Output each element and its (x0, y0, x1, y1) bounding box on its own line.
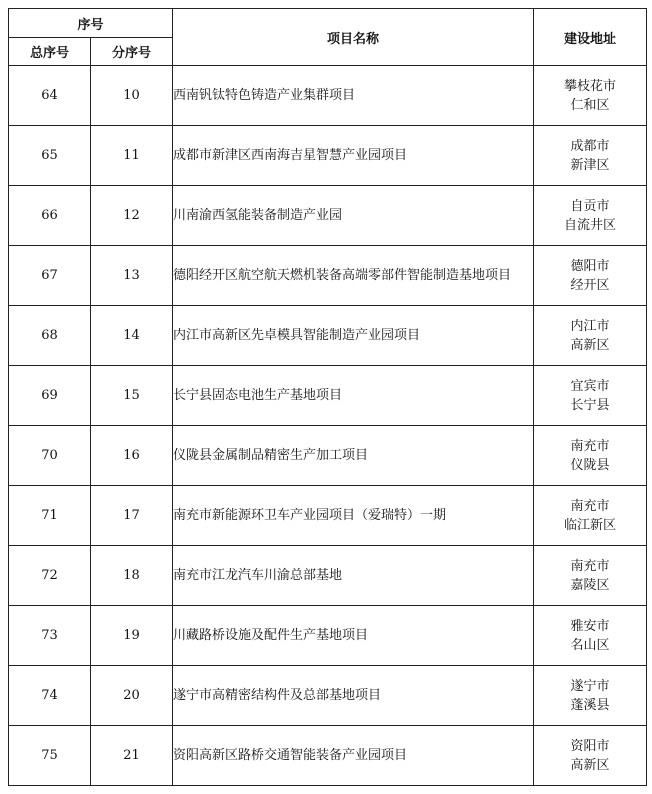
project-name-header: 项目名称 (173, 9, 534, 66)
sub-seq-cell: 21 (91, 726, 173, 786)
project-table (8, 8, 647, 786)
total-seq-cell: 64 (9, 66, 91, 126)
location-city: 南充市 (570, 498, 610, 514)
location-city: 德阳市 (570, 258, 610, 274)
sub-seq-cell: 19 (91, 606, 173, 666)
total-seq-cell: 72 (9, 546, 91, 606)
total-seq-cell: 70 (9, 426, 91, 486)
total-seq-cell: 68 (9, 306, 91, 366)
project-name-cell: 川南渝西氢能装备制造产业园 (173, 186, 534, 246)
sub-seq-cell: 16 (91, 426, 173, 486)
table-row (9, 606, 647, 666)
project-name-cell: 资阳高新区路桥交通智能装备产业园项目 (173, 726, 534, 786)
project-name-cell: 南充市江龙汽车川渝总部基地 (173, 546, 534, 606)
project-name-cell: 川藏路桥设施及配件生产基地项目 (173, 606, 534, 666)
location-city: 资阳市 (570, 738, 610, 754)
location-cell (534, 246, 647, 306)
table-row (9, 666, 647, 726)
location-district: 名山区 (570, 637, 610, 653)
total-seq-cell: 65 (9, 126, 91, 186)
sub-seq-cell: 11 (91, 126, 173, 186)
sub-seq-cell: 18 (91, 546, 173, 606)
project-name-cell: 仪陇县金属制品精密生产加工项目 (173, 426, 534, 486)
project-name-cell: 南充市新能源环卫车产业园项目（爱瑞特）一期 (173, 486, 534, 546)
total-seq-cell: 75 (9, 726, 91, 786)
table-row (9, 126, 647, 186)
location-cell (534, 726, 647, 786)
project-name-cell: 成都市新津区西南海吉星智慧产业园项目 (173, 126, 534, 186)
location-district: 高新区 (570, 337, 610, 353)
table-row (9, 66, 647, 126)
project-name-cell: 遂宁市高精密结构件及总部基地项目 (173, 666, 534, 726)
total-seq-cell: 69 (9, 366, 91, 426)
location-cell (534, 606, 647, 666)
location-district: 仪陇县 (570, 457, 610, 473)
table-row (9, 726, 647, 786)
table-row (9, 546, 647, 606)
location-header: 建设地址 (534, 9, 647, 66)
total-seq-cell: 74 (9, 666, 91, 726)
sub-seq-cell: 12 (91, 186, 173, 246)
location-cell (534, 486, 647, 546)
location-city: 自贡市 (570, 198, 610, 214)
location-district: 高新区 (570, 757, 610, 773)
location-district: 自流井区 (564, 217, 617, 233)
sub-seq-cell: 13 (91, 246, 173, 306)
total-seq-cell: 73 (9, 606, 91, 666)
project-name-cell: 德阳经开区航空航天燃机装备高端零部件智能制造基地项目 (173, 246, 534, 306)
location-city: 宜宾市 (570, 378, 610, 394)
table-row (9, 246, 647, 306)
location-city: 内江市 (570, 318, 610, 334)
location-cell (534, 426, 647, 486)
seq-group-header: 序号 (9, 9, 173, 38)
location-district: 临江新区 (564, 517, 617, 533)
location-cell (534, 366, 647, 426)
location-district: 蓬溪县 (570, 697, 610, 713)
table-row (9, 306, 647, 366)
project-name-cell: 西南钒钛特色铸造产业集群项目 (173, 66, 534, 126)
project-name-cell: 内江市高新区先卓模具智能制造产业园项目 (173, 306, 534, 366)
total-seq-header: 总序号 (9, 38, 91, 66)
location-city: 南充市 (570, 438, 610, 454)
total-seq-cell: 66 (9, 186, 91, 246)
table-row (9, 366, 647, 426)
location-district: 仁和区 (570, 97, 610, 113)
location-cell (534, 306, 647, 366)
location-city: 成都市 (570, 138, 610, 154)
location-cell (534, 546, 647, 606)
location-cell (534, 186, 647, 246)
location-district: 经开区 (570, 277, 610, 293)
table-row (9, 426, 647, 486)
header-row (9, 9, 647, 38)
sub-seq-cell: 17 (91, 486, 173, 546)
location-city: 攀枝花市 (564, 78, 617, 94)
table-row (9, 186, 647, 246)
sub-seq-cell: 20 (91, 666, 173, 726)
location-district: 长宁县 (570, 397, 610, 413)
sub-seq-cell: 14 (91, 306, 173, 366)
table-row (9, 486, 647, 546)
location-city: 南充市 (570, 558, 610, 574)
sub-seq-cell: 10 (91, 66, 173, 126)
sub-seq-header: 分序号 (91, 38, 173, 66)
sub-seq-cell: 15 (91, 366, 173, 426)
location-district: 新津区 (570, 157, 610, 173)
location-cell (534, 126, 647, 186)
location-cell (534, 66, 647, 126)
total-seq-cell: 71 (9, 486, 91, 546)
location-cell (534, 666, 647, 726)
total-seq-cell: 67 (9, 246, 91, 306)
location-district: 嘉陵区 (570, 577, 610, 593)
location-city: 雅安市 (570, 618, 610, 634)
location-city: 遂宁市 (570, 678, 610, 694)
project-name-cell: 长宁县固态电池生产基地项目 (173, 366, 534, 426)
